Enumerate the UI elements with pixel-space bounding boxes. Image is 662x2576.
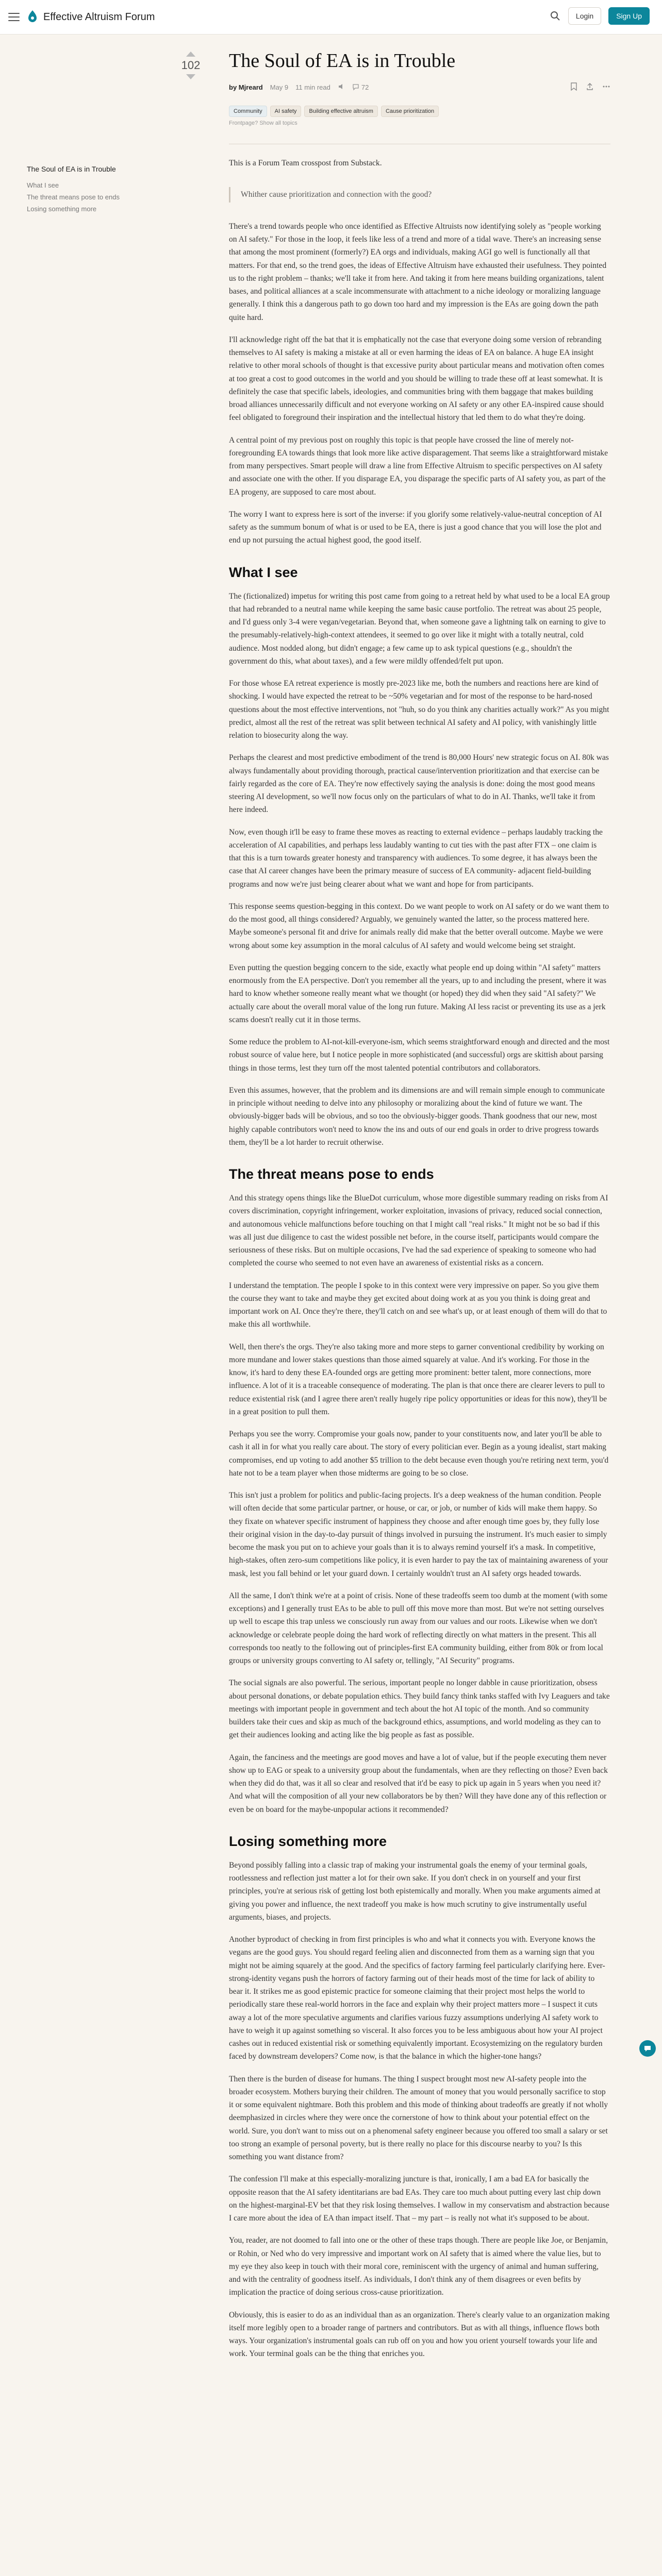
paragraph: Some reduce the problem to AI-not-kill-everyone-ism, which seems straightforward enough and directed and the most robust source of value here, but I notice people in more sophisticated (and successful) orgs are skittish about parsing things in those terms, lest they turn off the most talented potential contributors and collaborators. — [229, 1038, 610, 1073]
paragraph: Perhaps the clearest and most predictive embodiment of the trend is 80,000 Hours' new strategic focus on AI. 80k was always fundamentally about providing thorough, practical cause/intervention prioritization and that exercise can be fairly regarded as the core of EA. They're now effectively saying the analysis is done: doing the most good means steering AI development, so we'll now focus only on the particulars of what to do in AI. Thanks, we'll take it from here indeed. — [229, 753, 609, 815]
tag-ai-safety[interactable]: AI safety — [270, 106, 302, 117]
paragraph: A central point of my previous post on roughly this topic is that people have crossed the line of merely not-foregrounding EA towards things that look more like active disparagement. That seems like a straightforward mistake from many perspectives. Smart people will draw a line from Effective Altruism to specific perspectives on AI safety and associate one with the other. If you disparage EA, you disparage the specific parts of AI safety you, as part of the EA progeny, are supposed to care most about. — [229, 435, 608, 497]
comments-count[interactable] — [352, 83, 369, 91]
top-bar — [0, 0, 662, 35]
paragraph: All the same, I don't think we're at a point of crisis. None of these tradeoffs seem too dumb at the moment (with some exceptions) and I generally trust EAs to be able to pull off this move more than most. But we're not setting ourselves up well to escape this trap unless we consciously run away from our values and our roots. Likewise when we don't acknowledge or celebrate people doing the hard work of reflecting directly on what matters in the present. This all corresponds too neatly to the following out of principles-first EA community building, either from 80k or from local groups or university groups converting to AI safety or, tellingly, "AI Security" programs. — [229, 1591, 608, 1666]
tag-community[interactable]: Community — [229, 106, 267, 117]
login-button[interactable]: Login — [568, 7, 601, 25]
chat-bubble-icon — [643, 2044, 652, 2053]
menu-icon[interactable] — [8, 11, 20, 23]
paragraph: Obviously, this is easier to do as an individual than as an organization. There's clearly value to an organization making itself more legibly open to a broader range of partners and contributors. But as with all things, influence flows both ways. Your organization's instrumental goals can rub off on you and how you orient yourself towards your life and work. Your terminal goals can be the thing that enriches you. — [229, 2310, 610, 2359]
tag-list — [229, 106, 610, 117]
paragraph: The confession I'll make at this especially-moralizing juncture is that, ironically, I am a bad EA for basically the opposite reason that the AI safety identitarians are bad EAs. They care too much about putting every last chip down on the highest-marginal-EV bet that they risk losing themselves. I wallow in my conservatism and abstraction because I care more about the idea of EA than impact itself. That – my part – is really not what it's supposed to be about. — [229, 2175, 609, 2223]
crosspost-note — [229, 157, 610, 170]
paragraph: This isn't just a problem for politics and public-facing projects. It's a deep weakness of the human condition. People will often decide that some particular partner, or house, or car, or job, or number of kids will make them happy. So they fixate on whatever specific instrument of happiness they choose and after enough time goes by, they fully lose their original vision in the day-to-day pursuit of things involved in pursuing the instrument. It's much easier to simply become the mask you put on to achieve your goals than it is to always remind yourself it's a mask. In competitive, high-stakes, often zero-sum competitions like policy, it is even harder to pay the tax of maintaining awareness of your mask, lest you fall behind or let your guard down. I certainly wouldn't trust an AI safety orgs headed towards. — [229, 1491, 608, 1578]
show-all-topics-link[interactable]: Frontpage? Show all topics — [229, 120, 297, 126]
paragraph: Another byproduct of checking in from first principles is who and what it connects you with. Everyone knows the vegans are the good guys. You should regard feeling alien and disconnected from them as a warning sign that you might not be aiming squarely at the good. And the specifics of factory farming feel particularly clarifying here. Ever-strong-identity vegans push the horrors of factory farming out of their heads most of the time for lack of ability to bear it. It strikes me as good epistemic practice for someone claiming that their project most helps the world to periodically stare these real-world horrors in the face and explain why their project matters more – I suspect it cuts away a lot of the more speculative arguments and clarifies various fuzzy assumptions underlying AI safety work to have to weigh it up against something so visceral. It also forces you to be less ambiguous about how your AI project cashes out in reduced existential risk or something equivalently important. Ecosystemizing on the regulatory burden faced by downstream developers? Come now, is that the balance in which the higher-tone hangs? — [229, 1935, 605, 2061]
paragraph: The social signals are also powerful. The serious, important people no longer dabble in cause prioritization, obsess about personal donations, or debate population ethics. They build fancy think tanks staffed with Ivy Leaguers and take meetings with important people in government and tech about the hot AI topic of the month. And so community builders take their cues and skip as much of the background ethics, assumptions, and world modeling as they can to get their audiences looking and acting like the big people as fast as possible. — [229, 1679, 610, 1740]
paragraph: Even this assumes, however, that the problem and its dimensions are and will remain simple enough to communicate in principle without needing to delve into any philosophy or moralizing about the kind of future we want. The obviously-bigger bads will be obvious, and so too the obviously-bigger goods. Thank goodness that our new, most highly capable contributors won't need to know the ins and outs of our end goals in order to drive progress towards them, they'll be a lot harder to recruit otherwise. — [229, 1086, 605, 1147]
paragraph: Again, the fanciness and the meetings are good moves and have a lot of value, but if the people executing them never show up to EAG or speak to a university group about the fundamentals, when are they reflecting on those? Even back when they did do that, was it all so clear and resolved that it'd be easy to pick up again in 5 years when you need it? And what will the composition of all your new collaborators be by then? Will they have done any of this reflection or even be on board for the maybe-unpopular actions it recommended? — [229, 1753, 608, 1814]
site-name[interactable]: Effective Altruism Forum — [43, 11, 155, 23]
paragraph: I'll acknowledge right off the bat that it is emphatically not the case that everyone doing some version of rebranding themselves to AI safety is making a mistake at all or even harming the ideas of EA on balance. A huge EA insight relative to other moral schools of thought is that excessive purity about particular means and motivation often comes at too great a cost to good outcomes in the world and you should be willing to trade these off at least somewhat. It is definitely the case that specific labels, ideologies, and communities bring with them baggage that makes building broad alliances unnecessarily difficult and not everyone working on AI safety or any other EA-inspired cause should feel obligated to foreground their inspiration and the intellectual history that led them to do what they're doing. — [229, 335, 604, 422]
vote-score: 102 — [181, 59, 201, 72]
signup-button[interactable]: Sign Up — [608, 7, 650, 25]
upvote-icon[interactable] — [186, 52, 195, 57]
paragraph: Well, then there's the orgs. They're also taking more and more steps to garner conventional credibility by working on more mundane and lower stakes questions than those aimed squarely at value. And it's working. For those in the know, it's hard to deny these EA-founded orgs are getting more prominent: better talent, more connections, more influence. A lot of it is a traceable consequence of moderating. The plan is that once there are clearer levers to pull to reduce existential risk (and I agree there aren't really hugely ripe policy opportunities or ideas for this now), they'll be in a great position to pull them. — [229, 1342, 607, 1416]
post-date: May 9 — [270, 83, 289, 91]
paragraph: For those whose EA retreat experience is mostly pre-2023 like me, both the numbers and reactions here are kind of shocking. I would have expected the retreat to be ~50% vegetarian and for most of the response to be hard-nosed questions about the most effective interventions, not "huh, so do you think any charities actually work?" As you might predict, almost all the rest of the retreat was split between technical AI safety and AI policy, with vanishingly little relation to biosecurity along the way. — [229, 679, 609, 740]
table-of-contents — [27, 165, 140, 217]
read-time: 11 min read — [295, 83, 330, 91]
vote-widget — [180, 49, 201, 81]
heading-losing-something: Losing something more — [229, 1833, 387, 1849]
crosspost-text: This is a Forum Team crosspost from Substack. — [229, 158, 382, 167]
heading-threat-means: The threat means pose to ends — [229, 1166, 434, 1182]
downvote-icon[interactable] — [186, 74, 195, 79]
audio-icon[interactable] — [338, 83, 345, 92]
post-title: The Soul of EA is in Trouble — [229, 50, 456, 72]
paragraph: There's a trend towards people who once identified as Effective Altruists now identifying solely as "people working on AI safety." For those in the loop, it feels like less of a trend and more of a tidal wave. There's an increasing sense that among the most prominent (formerly?) EA orgs and individuals, making AGI go well is functionally all that matters. For that end, so the trend goes, the ideas of Effective Altruism have exhausted their usefulness. They pointed us to the right problem – thanks; we'll take it from here. And taking it from here means building organizations, talent bases, and political alliances at a scale incommensurate with attachment to a niche ideology or moralizing language generally. I think this a dangerous path to go down too hard and my impression is the EAs are going down the path quite hard. — [229, 222, 607, 322]
paragraph: Even putting the question begging concern to the side, exactly what people end up doing within "AI safety" matters enormously from the EA perspective. Don't you remember all the years, up to and including the present, where it was hard to know whether someone really meant what we thought (or hoped) they did when they said "AI safety?" We actually care about the overall moral value of the long run future. Making AI less racist or preventing its use as a jerk scams doesn't really cut it in those terms. — [229, 963, 607, 1024]
post-meta — [229, 82, 610, 92]
paragraph: Perhaps you see the worry. Compromise your goals now, pander to your constituents now, and later you'll be able to cash it all in for what you really care about. The story of every politician ever. Begin as a young idealist, start making compromises, end up voting to add another $5 trillion to the debt because even though you're retiring next term, you'd hate not to be a team player when those midterms are going to be so close. — [229, 1430, 609, 1478]
paragraph: And this strategy opens things like the BlueDot curriculum, whose more digestible summary reading on risks from AI covers discrimination, copyright infringement, worker exploitation, invasions of privacy, reduced social connection, and autonomous vehicle malfunctions before touching on that I might call "real risks." It might not be so bad if this was all just due diligence to cast the widest possible net before, in the course itself, participants would compare the seriousness of these risks. But on multiple occasions, I've had the sad experience of speaking to someone who had completed the course who seemed to not even have an awareness of existential risks as a concern. — [229, 1194, 608, 1268]
tag-building-ea[interactable]: Building effective altruism — [304, 106, 378, 117]
search-icon[interactable] — [550, 10, 561, 22]
toc-title[interactable]: The Soul of EA is in Trouble — [27, 165, 116, 173]
epigraph-quote: Whither cause prioritization and connection with the good? — [229, 187, 610, 202]
paragraph: Beyond possibly falling into a classic trap of making your instrumental goals the enemy of your terminal goals, rootlessness and reflection just matter a lot for their own sake. If you don't check in on yourself and your first principles, you're at serious risk of getting lost both epistemically and morally. When you make arguments aimed at giving you power and influence, the next tradeoff you make is how much scrutiny to give instrumentally useful arguments, biases, and projects. — [229, 1860, 601, 1922]
forum-logo-icon[interactable] — [26, 9, 39, 25]
paragraph: Now, even though it'll be easy to frame these moves as reacting to external evidence – perhaps laudably tracking the acceleration of AI capabilities, and perhaps less laudably wanting to cut ties with the past after FTX – one claim is that this is a turn towards greater honesty and transparency with audiences. To some degree, it has always been the case that AI career changes have been the primary measure of success of EA community- adjacent field-building programs and now we're just being clearer about what we want and hope for from participants. — [229, 827, 603, 889]
comments-count-value: 72 — [361, 83, 369, 91]
chat-widget-button[interactable] — [639, 2040, 656, 2057]
paragraph: The worry I want to express here is sort of the inverse: if you glorify some relatively-value-neutral conception of AI safety as the summum bonum of what is or used to be EA, there is just a good chance that you will lose the plot and end up not pursuing the actual highest good, the good itself. — [229, 510, 602, 545]
bookmark-icon[interactable] — [570, 82, 577, 92]
article — [229, 49, 610, 2370]
paragraph: The (fictionalized) impetus for writing this post came from going to a retreat held by what used to be a local EA group that had rebranded to a neutral name while keeping the same basic cause portfolio. The retreat was about 25 people, and I'd guess only 3-4 were vegan/vegetarian. Beyond that, when someone gave a lightning talk on earning to give to the presumably-relatively-high-context attendees, it seemed to go over like it might with a totally neutral, cold audience. Most nodded along, but didn't engage; a few came up to ask typical questions (e.g., shouldn't the government do this, what about taxes), and a few were mildly offended/felt put upon. — [229, 591, 610, 666]
heading-what-i-see: What I see — [229, 564, 298, 580]
paragraph: Then there is the burden of disease for humans. The thing I suspect brought most new AI-safety people into the broader ecosystem. Mothers burying their children. The amount of money that you would personally sacrifice to stop it or some equivalent nightmare. Both this problem and this mode of thinking about tradeoffs are greatly if not wholly deemphasized in circles where they were once the cornerstone of how to think about your potential effect on the world. Sure, you don't want to miss out on a phenomenal safety engineer because you offered too small a salary or set too strong an example of personal poverty, but is there really no place for this discourse nearby to you? Is this something you want distance from? — [229, 2074, 608, 2162]
paragraph: I understand the temptation. The people I spoke to in this context were very impressive on paper. So you give them the course they want to take and maybe they get excited about doing work at as you you think is doing great and important work on AI. Once they're there, they'll catch on and see what's up, or at least enough of them will do that to make this all worthwhile. — [229, 1281, 607, 1329]
paragraph: This response seems question-begging in this context. Do we want people to work on AI safety or do we want them to do the most good, all things considered? Arguably, we genuinely wanted the latter, so the process mattered here. Maybe someone's personal fit and drive for animals really did make that the better overall outcome. Maybe we were wrong about some key assumption in the moral calculus of AI safety and would welcome being set straight. — [229, 902, 609, 950]
toc-item-what-i-see[interactable]: What I see — [27, 181, 59, 189]
paragraph: You, reader, are not doomed to fall into one or the other of these traps though. There are people like Joe, or Benjamin, or Rohin, or Ned who do very impressive and important work on AI safety that is aimed where the value lies, but to my eye they also keep in touch with their moral core, reminiscent with the urgency of animal and human suffering, and with the centrality of goodness itself. As individuals, I don't think any of them disagrees or even befits by implication the practice of doing serious cross-cause prioritization. — [229, 2236, 608, 2297]
comment-icon — [352, 83, 359, 91]
more-options-icon[interactable] — [602, 82, 610, 92]
toc-item-threat-means[interactable]: The threat means pose to ends — [27, 193, 120, 201]
toc-item-losing-something[interactable]: Losing something more — [27, 205, 97, 213]
author-link[interactable]: by Mjreard — [229, 83, 263, 91]
tag-cause-prioritization[interactable]: Cause prioritization — [381, 106, 439, 117]
share-icon[interactable] — [586, 82, 594, 92]
